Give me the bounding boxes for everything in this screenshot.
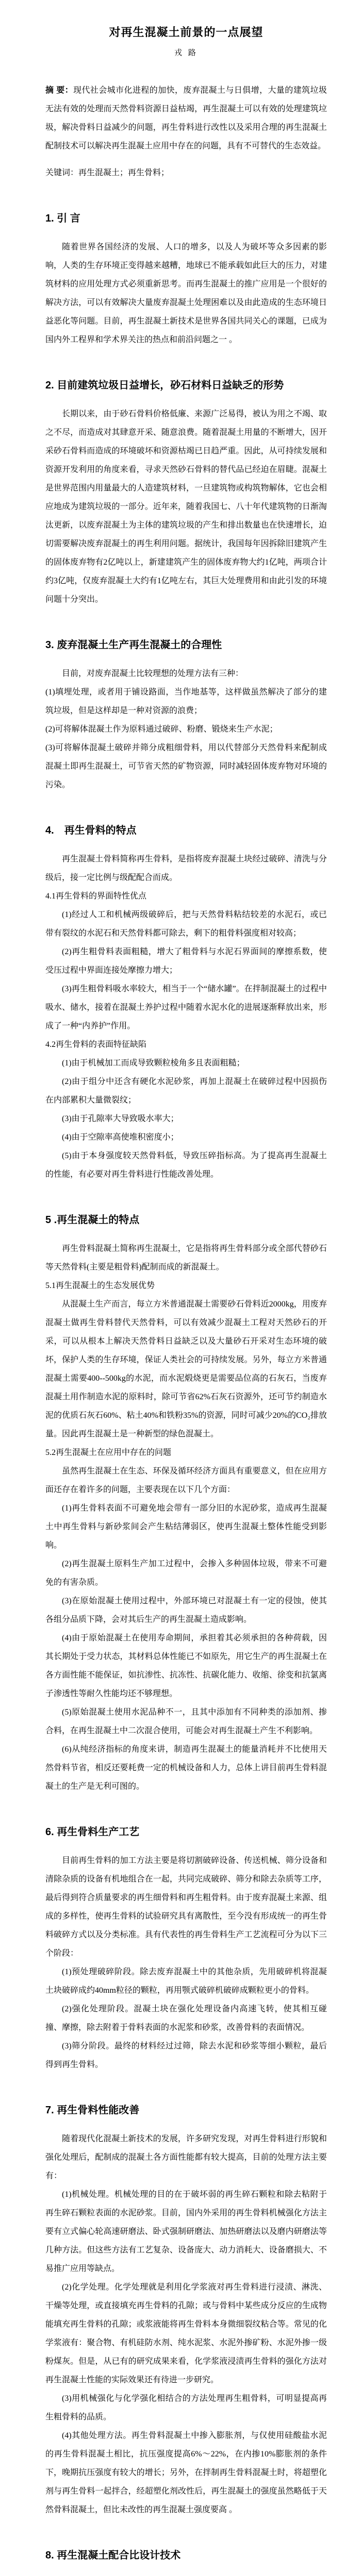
paragraph: (2)化学处理。化学处理就是利用化学浆液对再生骨料进行浸渍、淋洗、干燥等处理，或直接填充再生骨料的孔隙；或与骨料中某些成分反应的生成物能填充再生骨料的孔隙；或浆液能将再生骨料本身微细裂纹粘合等。常见的化学浆液有：聚合物、有机硅防水剂、纯水泥浆、水泥外掺矿粉、水泥外掺一级粉煤灰。但是，从已有的研究成果来看，化学浆液浸渍再生骨料的强化方法对再生混凝土性能的实际效果还有待进一步研究。 (45, 2283, 327, 2384)
section-heading: 4. 再生骨料的特点 (45, 825, 137, 836)
paragraph: (1)再生骨料表面不可避免地会带有一部分旧的水泥砂浆，造成再生混凝土中再生骨料与新砂浆间会产生粘结薄弱区，使再生混凝土整体性能受到影响。 (45, 1504, 327, 1550)
paragraph: (1)预处理破碎阶段。除去废弃混凝土中的其他杂质，先用破碎机将混凝土块破碎成约40mm粒径的颗粒，再用颚式破碎机破碎成颗粒更小的骨料。 (45, 1968, 327, 1995)
paragraph: 从混凝土生产而言，每立方米普通混凝土需要砂石骨料近2000kg，用废弃混凝土做再生骨料替代天然骨料，可以有效减少混凝土工程对天然砂石的开采，可以从根本上解决天然骨料日益缺乏以及大量砂石开采对生态环境的破坏，保护人类的生存环境，保证人类社会的可持续发展。另外，每立方米普通混凝土需要400--500kg的水泥，而水泥煅烧更是需要品位高的石灰石，当废弃混凝土用作制造水泥的原料时，除可节省62%石灰石资源外，还可节约制造水泥的优质石灰石60%、粘土40%和铁粉35%的资源，同时可减少20%的CO₂排放量。因此再生混凝土是一种新型的绿色混凝土。 (45, 1300, 327, 1438)
paragraph: (1)经过人工和机械两级破碎后，把与天然骨料粘结较差的水泥石，或已带有裂纹的水泥石和天然骨料都可除去，剩下的粗骨料强度相对较高； (45, 910, 327, 938)
section-heading: 3. 废弃混凝土生产再生混凝土的合理性 (45, 639, 222, 651)
paragraph: (3)可将解体混凝土破碎并筛分成粗细骨料，用以代替部分天然骨料来配制成混凝土即再生混凝土，可节省天然的矿物资源，同时减轻固体废弃物对环境的污染。 (45, 743, 327, 789)
paragraph: 虽然再生混凝土在生态、环保及循环经济方面具有重要意义，但在应用方面还存在着许多的问题，主要表现在以下几个方面： (45, 1467, 327, 1494)
section-heading: 7. 再生骨料性能改善 (45, 2105, 140, 2116)
paragraph: (2)再生混凝土原料生产加工过程中，会掺入多种固体垃圾，带来不可避免的有害杂质。 (45, 1560, 327, 1587)
abstract-text: 现代社会城市化进程的加快，废弃混凝土与日俱增，大量的建筑垃圾无法有效的处理而天然骨料资源日益枯竭，再生混凝土可以有效的处理建筑垃圾，解决骨料日益减少的问题，再生骨料进行改性以及采用合理的再生混凝土配制技术可以解决再生混凝土应用中存在的问题，具有不可替代的生态效益。 (45, 86, 327, 150)
sub-heading: 5.1再生混凝土的生态发展优势 (45, 1281, 155, 1290)
paragraph: 长期以来，由于砂石骨料价格低廉、来源广泛易得，被认为用之不竭、取之不尽，而造成对其肆意开采、随意浪费。随着混凝土用量的不断增大，因开采砂石骨料而造成的环境破坏和资源枯竭已日趋严重。因此，从可持续发展和资源开发利用的角度来看，寻求天然砂石骨料的替代品已经迫在眉睫。混凝土是世界范围内用量最大的人造建筑材料，一旦建筑物或构筑物解体，它也会相应地成为建筑垃圾的一部分。近年来，随着我国七、八十年代建筑物的日渐淘汰更新，以废弃混凝土为主体的建筑垃圾的产生和排出数量也在快速增长，迫切需要解决废弃混凝土的再生利用问题。据统计，我国每年因拆除旧建筑产生的固体废弃物有2亿吨以上，新建建筑产生的固体废弃物大约1亿吨，两项合计约3亿吨，仅废弃混凝土大约有1亿吨左右，其巨大处理费用和由此引发的环境问题十分突出。 (45, 410, 327, 604)
paragraph: (1)填埋处理，或者用于铺设路面，当作地基等，这样做虽然解决了部分的建筑垃圾，但是这样却是一种对资源的浪费； (45, 688, 327, 715)
paragraph: (4)由于原始混凝土在使用寿命期间，承担着其必须承担的各种荷载，因其长期处于受力状态，其材料总体性能已不如原先，用它生产的再生混凝土在各方面性能不能保证，如抗渗性、抗冻性、抗碳化能力、收缩、徐变和抗氯离子渗透性等耐久性能均还不够理想。 (45, 1634, 327, 1698)
paragraph (45, 2575, 327, 2576)
paragraph: (2)强化处理阶段。混凝土块在强化处理设备内高速飞转，使其相互碰撞、摩擦，除去附着于骨料表面的水泥浆和砂浆，改善骨料的表面情况。 (45, 2005, 327, 2032)
paragraph: 再生骨料混凝土简称再生混凝土，它是指将再生骨料部分或全部代替砂石等天然骨料(主要是粗骨料)配制而成的新混凝土。 (45, 1244, 327, 1272)
paragraph: (2)可将解体混凝土作为原料通过破碎、粉磨、锻烧来生产水泥； (45, 725, 278, 734)
document-body (45, 211, 327, 2576)
sub-heading: 4.1再生骨料的界面特性优点 (45, 892, 147, 901)
paragraph: 目前，对废弃混凝土比较理想的处理方法有三种： (62, 669, 244, 678)
paragraph: (4)其他处理方法。再生骨料混凝土中掺入膨胀剂，与仅使用硅酸盐水泥的再生骨料混凝土相比，抗压强度提高6%～22%，在内掺10%膨胀剂的条件下，晚期抗压强度有较大的增长；另外，在拌制再生骨料混凝土时，将超塑化剂与再生骨料一起拌合，经超塑化剂改性后，再生混凝土的强度虽然略低于天然骨料混凝土，但比未改性的再生混凝土强度要高 。 (45, 2431, 327, 2514)
section-heading: 1. 引 言 (45, 213, 80, 224)
paragraph: 随着现代化混凝土新技术的发展，许多研究发现，对再生骨料进行形貌和强化处理后，配制成的混凝土各方面性能都有较大提高，目前的处理方法主要有： (45, 2134, 327, 2180)
abstract-label: 摘 要： (45, 86, 74, 95)
sub-heading: 5.2再生混凝土在应用中存在的问题 (45, 1448, 172, 1457)
section-heading: 8. 再生混凝土配合比设计技术 (45, 2550, 181, 2561)
section-heading: 2. 目前建筑垃圾日益增长，砂石材料日益缺乏的形势 (45, 380, 284, 391)
paragraph: (3)在原始混凝土使用过程中，外部环境已对混凝土有一定的侵蚀，使其各组分品质下降，会对其后生产的再生混凝土造成影响。 (45, 1597, 327, 1624)
paragraph: (6)从纯经济指标的角度来讲，制造再生混凝土的能量消耗并不比使用天然骨料节省，相反还要耗费一定的机械设备和人力，总体上讲目前再生骨料混凝土的生产是无利可图的。 (45, 1745, 327, 1791)
paragraph: (2)再生粗骨料表面粗糙，增大了粗骨料与水泥石界面间的摩擦系数，使受压过程中界面连接处摩擦力增大； (45, 947, 327, 975)
paragraph: (3)由于孔隙率大导致吸水率大； (62, 1114, 179, 1123)
paragraph: 随着世界各国经济的发展、人口的增多，以及人为破坏等众多因素的影响，人类的生存环境正变得越来越糟，地球已不能承载如此巨大的压力，对建筑材料的应用处理方式必须重新思考。而再生混凝土的推广应用是一个很好的解决方法，可以有效解决大量废弃混凝土处理困难以及由此造成的生态环境日益恶化等问题。目前，再生混凝土新技术是世界各国共同关心的课题，已成为国内外工程界和学术界关注的热点和前沿问题之一 。 (45, 243, 327, 344)
paragraph: (5)由于本身强度较天然骨料低，导致压碎指标高。为了提高再生混凝土的性能，有必要对再生骨料进行性能改善处理。 (45, 1151, 327, 1179)
section-heading: 5 .再生混凝土的特点 (45, 1214, 140, 1226)
sub-heading: 4.2再生骨料的表面特征缺陷 (45, 1040, 147, 1049)
author-name: 戎 路 (174, 49, 198, 57)
paragraph: (1)由于机械加工而成导致颗粒棱角多且表面粗糙； (62, 1059, 245, 1067)
paragraph: (5)原始混凝土使用水泥品种不一，且其中添加有不同种类的添加剂、掺合料，在再生混凝土中二次混合使用，可能会对再生混凝土产生不利影响。 (45, 1708, 327, 1735)
document-title: 对再生混凝土前景的一点展望 (109, 26, 263, 39)
abstract-paragraph (45, 81, 327, 156)
paragraph: (3)用机械强化与化学强化相结合的方法处理再生粗骨料，可明显提高再生粗骨料的品质。 (45, 2394, 327, 2421)
paragraph: (2)由于组分中还含有硬化水泥砂浆，再加上混凝土在破碎过程中因损伤在内部累积大量微裂纹； (45, 1077, 327, 1105)
paragraph: 目前再生骨料的加工方法主要是将切割破碎设备、传送机械、筛分设备和清除杂质的设备有机地组合在一起，共同完成破碎、筛分和除去杂质等工序，最后得到符合质量要求的再生细骨料和再生粗骨料。由于废弃混凝土来源、组成的多样性，使再生骨料的试验研究具有离散性，至今没有形成统一的再生骨料破碎方式以及分类标准。具有代表性的再生骨料生产工艺流程可分为以下三个阶段： (45, 1856, 327, 1958)
paragraph: (1)机械处理。机械处理的目的在于破坏弱的再生碎石颗粒和除去粘附于再生碎石颗粒表面的水泥砂浆。目前，国内外采用的再生骨料机械强化方法主要有立式偏心轮高速研磨法、卧式强制研磨法、加热研磨法以及磨内研磨法等几种方法。但这些方法有工艺复杂、设备庞大、动力消耗大、设备磨损大、不易推广应用等缺点。 (45, 2190, 327, 2273)
section-heading: 6. 再生骨料生产工艺 (45, 1826, 140, 1838)
paragraph: 再生混凝土骨料简称再生骨料，是指将废弃混凝土块经过破碎、清洗与分级后，接一定比例与级配配合而成。 (45, 855, 327, 882)
paragraph: (3)再生粗骨料吸水率较大，相当于一个“储水罐”。在拌制混凝土的过程中吸水、储水，接着在混凝土养护过程中随着水泥水化的进展逐渐释放出来，形成了一种“内养护”作用。 (45, 985, 327, 1030)
paragraph: (3)筛分阶段。最终的材料经过过筛，除去水泥和砂浆等细小颗粒，最后得到再生骨料。 (45, 2042, 327, 2069)
paragraph: (4)由于空隙率高使堆积密度小； (62, 1133, 179, 1142)
keywords-line: 关键词：再生混凝土；再生骨料； (45, 168, 170, 177)
